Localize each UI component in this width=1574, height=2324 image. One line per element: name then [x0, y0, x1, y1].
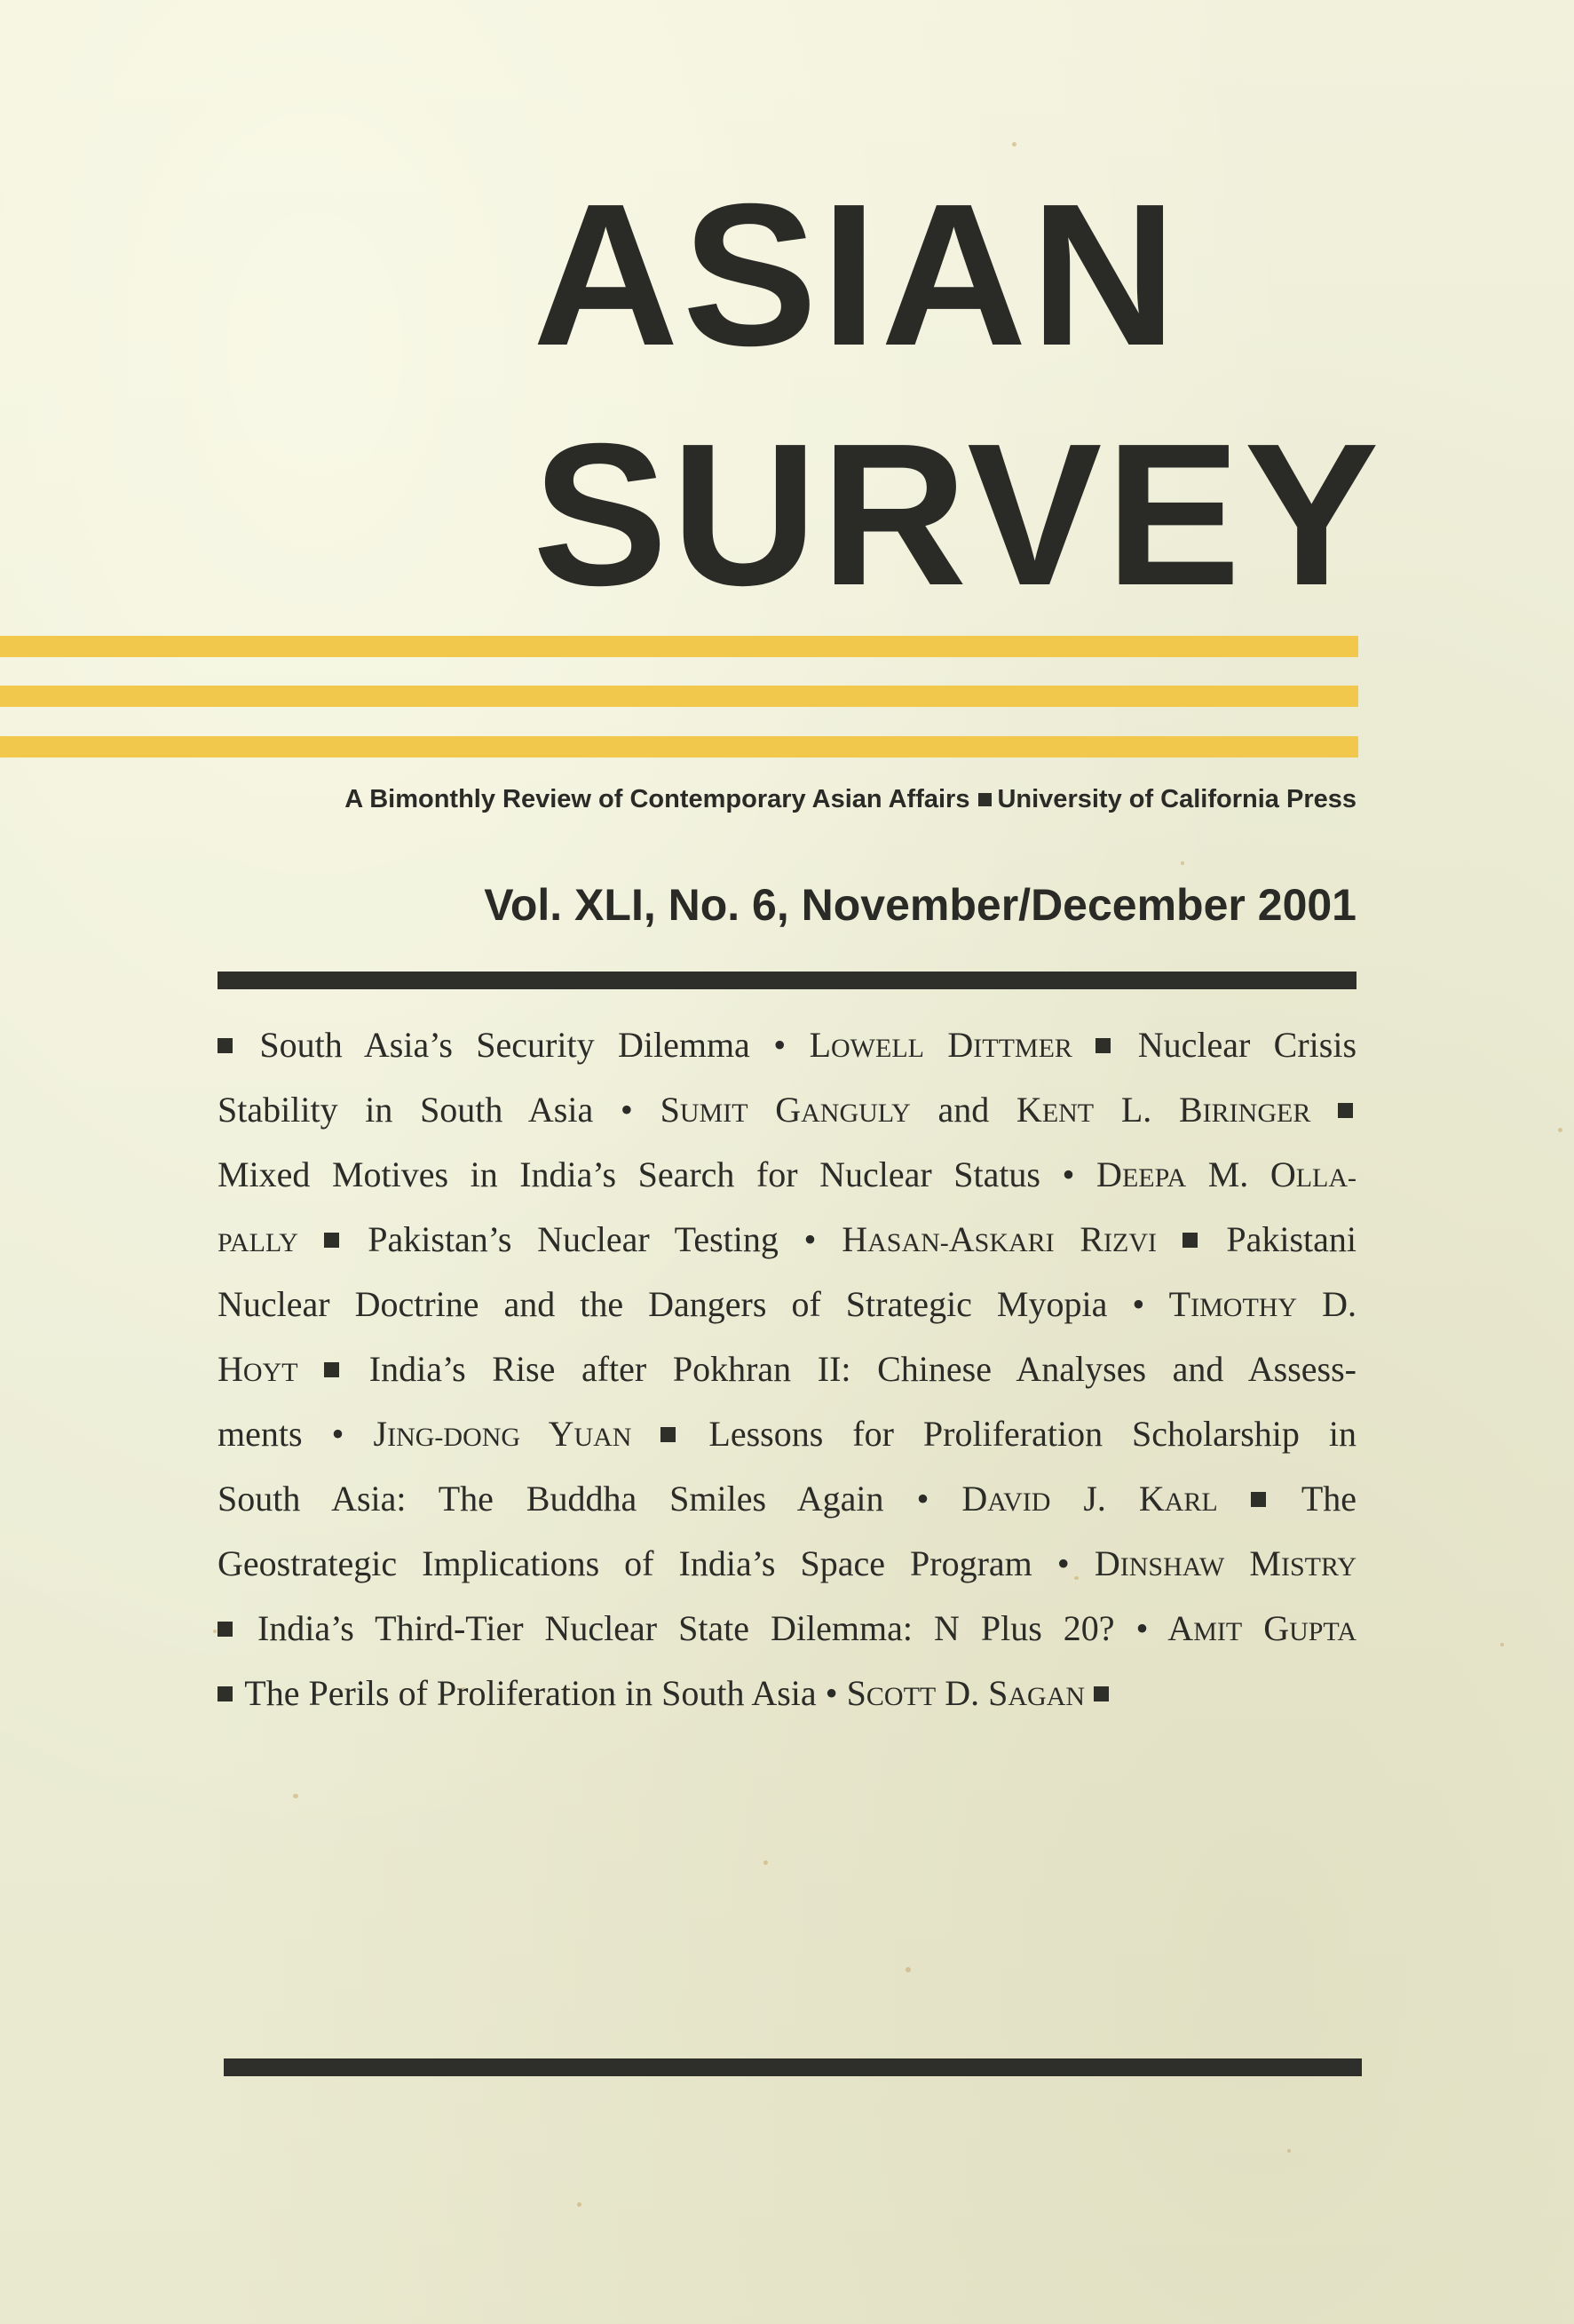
paper-speck: [213, 1630, 217, 1633]
contents-line: ments • JING-DONG YUAN Lessons for Proliferation Scholarship in: [218, 1414, 1357, 1454]
contents-line: HOYT India’s Rise after Pokhran II: Chinese Analyses and Assess-: [218, 1349, 1357, 1389]
contents-line: PALLY Pakistan’s Nuclear Testing • HASAN-ASKARI RIZVI Pakistani: [218, 1219, 1357, 1259]
contents-line: India’s Third-Tier Nuclear State Dilemma: N Plus 20? • AMIT GUPTA: [218, 1596, 1356, 1661]
square-bullet-icon: [1095, 1038, 1111, 1053]
bottom-rule: [224, 2058, 1362, 2076]
paper-speck: [577, 2202, 581, 2207]
table-of-contents: [218, 1012, 1356, 1725]
publisher-name: University of California Press: [997, 785, 1356, 813]
journal-subtitle: [178, 785, 1356, 814]
yellow-stripe: [0, 736, 1358, 757]
paper-speck: [1558, 1128, 1562, 1132]
top-rule: [218, 972, 1356, 989]
contents-line: Geostrategic Implications of India’s Space Program • DINSHAW MISTRY: [218, 1543, 1356, 1583]
square-bullet-icon: [978, 793, 992, 806]
journal-title-line2: SURVEY: [533, 402, 1383, 628]
yellow-stripe: [0, 686, 1358, 707]
paper-speck: [293, 1794, 298, 1798]
yellow-stripe: [0, 636, 1358, 657]
paper-speck: [763, 1860, 768, 1865]
paper-speck: [1500, 1643, 1504, 1646]
paper-speck: [906, 1967, 911, 1972]
square-bullet-icon: [660, 1427, 676, 1442]
square-bullet-icon: [1182, 1233, 1198, 1248]
volume-issue: Vol. XLI, No. 6, November/December 2001: [484, 880, 1356, 930]
square-bullet-icon: [1338, 1103, 1353, 1118]
square-bullet-icon: [218, 1622, 233, 1637]
square-bullet-icon: [1094, 1686, 1109, 1701]
paper-speck: [1181, 861, 1184, 865]
contents-line: Stability in South Asia • SUMIT GANGULY and KENT L. BIRINGER: [218, 1077, 1356, 1142]
subtitle-description: A Bimonthly Review of Contemporary Asian Affairs: [344, 785, 970, 813]
paper-speck: [1012, 142, 1016, 147]
contents-line: South Asia: The Buddha Smiles Again • DAVID J. KARL The: [218, 1479, 1357, 1519]
square-bullet-icon: [218, 1038, 233, 1053]
square-bullet-icon: [324, 1362, 339, 1377]
contents-line: South Asia’s Security Dilemma • LOWELL DITTMER Nuclear Crisis: [218, 1012, 1356, 1077]
square-bullet-icon: [324, 1233, 339, 1248]
contents-line: Nuclear Doctrine and the Dangers of Strategic Myopia • TIMOTHY D.: [218, 1284, 1357, 1324]
paper-speck: [1287, 2149, 1291, 2153]
square-bullet-icon: [218, 1686, 233, 1701]
contents-line: Mixed Motives in India’s Search for Nuclear Status • DEEPA M. OLLA-: [218, 1154, 1357, 1194]
contents-line: The Perils of Proliferation in South Asia • SCOTT D. SAGAN: [218, 1661, 1356, 1725]
square-bullet-icon: [1251, 1492, 1266, 1507]
journal-title-line1: ASIAN: [533, 163, 1181, 388]
